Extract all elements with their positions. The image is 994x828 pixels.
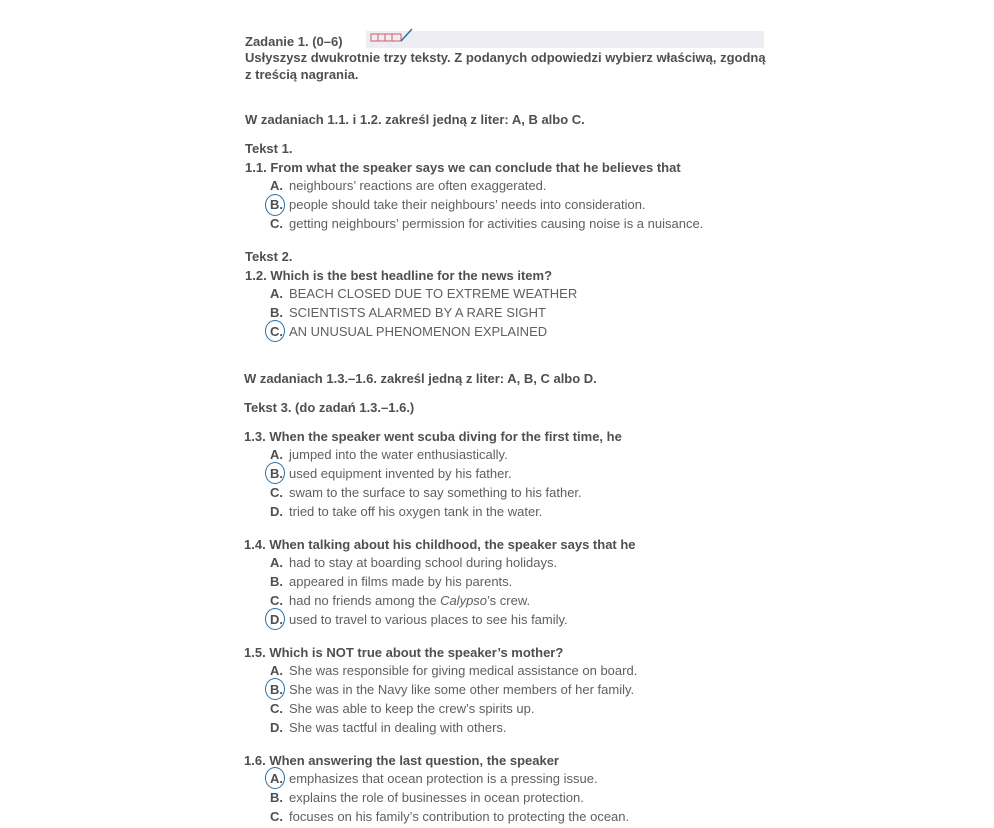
q15-option-b: She was in the Navy like some other members of her family. <box>289 682 635 697</box>
q11-option-b: people should take their neighbours’ needs into consideration. <box>289 197 646 212</box>
q13-option-d-letter: D. <box>270 504 283 519</box>
q15-option-a-letter: A. <box>270 663 283 678</box>
q16-option-a-letter: A. <box>270 771 283 786</box>
section-instruction-1: W zadaniach 1.1. i 1.2. zakreśl jedną z liter: A, B albo C. <box>245 112 585 127</box>
q13-number: 1.3. <box>244 429 266 444</box>
q13-option-b-letter: B. <box>270 466 283 481</box>
q16-option-b: explains the role of businesses in ocean protection. <box>289 790 584 805</box>
q16-question <box>244 753 559 768</box>
q12-answer-circle <box>265 320 285 342</box>
task-title: Zadanie 1. (0–6) <box>245 34 343 49</box>
tekst3-title: Tekst 3. (do zadań 1.3.–1.6.) <box>244 400 415 415</box>
q14-option-c <box>289 593 530 608</box>
pen-mark-icon <box>370 28 416 46</box>
q11-option-a: neighbours’ reactions are often exaggerated. <box>289 178 547 193</box>
q13-option-c-letter: C. <box>270 485 283 500</box>
q11-option-a-letter: A. <box>270 178 283 193</box>
q14-option-c-ship-name: Calypso <box>440 593 488 608</box>
q14-option-b-letter: B. <box>270 574 283 589</box>
instruction-line-2: z treścią nagrania. <box>245 67 359 82</box>
q11-option-c-letter: C. <box>270 216 283 231</box>
q15-option-d-letter: D. <box>270 720 283 735</box>
q14-number: 1.4. <box>244 537 266 552</box>
q11-option-c: getting neighbours’ permission for activities causing noise is a nuisance. <box>289 216 704 231</box>
q16-option-c: focuses on his family’s contribution to protecting the ocean. <box>289 809 630 824</box>
q15-answer-circle <box>265 678 285 700</box>
instruction-line-1: Usłyszysz dwukrotnie trzy teksty. Z podanych odpowiedzi wybierz właściwą, zgodną <box>245 50 766 65</box>
q14-option-c-letter: C. <box>270 593 283 608</box>
q14-option-c-post: ’s crew. <box>487 593 531 608</box>
q13-option-c: swam to the surface to say something to his father. <box>289 485 582 500</box>
q11-number: 1.1. <box>245 160 267 175</box>
q11-option-b-letter: B. <box>270 197 283 212</box>
q15-option-c-letter: C. <box>270 701 283 716</box>
q14-option-d: used to travel to various places to see his family. <box>289 612 568 627</box>
q16-text: When answering the last question, the speaker <box>269 753 559 768</box>
q13-option-a: jumped into the water enthusiastically. <box>289 447 508 462</box>
q16-option-a: emphasizes that ocean protection is a pressing issue. <box>289 771 598 786</box>
q12-option-c-letter: C. <box>270 324 283 339</box>
q14-option-a: had to stay at boarding school during holidays. <box>289 555 558 570</box>
q12-option-b: SCIENTISTS ALARMED BY A RARE SIGHT <box>289 305 546 320</box>
q12-text: Which is the best headline for the news item? <box>270 268 553 283</box>
tekst1-title: Tekst 1. <box>245 141 293 156</box>
q11-question <box>245 160 681 175</box>
q14-answer-circle <box>265 608 285 630</box>
q15-option-d: She was tactful in dealing with others. <box>289 720 507 735</box>
q15-option-a: She was responsible for giving medical assistance on board. <box>289 663 638 678</box>
q11-answer-circle <box>265 194 285 216</box>
q12-option-c: AN UNUSUAL PHENOMENON EXPLAINED <box>289 324 548 339</box>
q13-option-d: tried to take off his oxygen tank in the water. <box>289 504 543 519</box>
q15-text: Which is NOT true about the speaker’s mother? <box>269 645 564 660</box>
q14-option-a-letter: A. <box>270 555 283 570</box>
q14-option-c-pre: had no friends among the <box>289 593 441 608</box>
q12-question <box>245 268 552 283</box>
q14-option-d-letter: D. <box>270 612 283 627</box>
q15-question <box>244 645 563 660</box>
section-instruction-2: W zadaniach 1.3.–1.6. zakreśl jedną z liter: A, B, C albo D. <box>244 371 597 386</box>
q12-number: 1.2. <box>245 268 267 283</box>
q15-option-b-letter: B. <box>270 682 283 697</box>
q15-option-c: She was able to keep the crew’s spirits up. <box>289 701 535 716</box>
q13-question <box>244 429 622 444</box>
q14-option-b: appeared in films made by his parents. <box>289 574 513 589</box>
q12-option-a: BEACH CLOSED DUE TO EXTREME WEATHER <box>289 286 578 301</box>
q12-option-a-letter: A. <box>270 286 283 301</box>
q13-text: When the speaker went scuba diving for the first time, he <box>269 429 622 444</box>
q15-number: 1.5. <box>244 645 266 660</box>
q13-answer-circle <box>265 462 285 484</box>
header-highlight <box>366 31 764 48</box>
q13-option-a-letter: A. <box>270 447 283 462</box>
q11-text: From what the speaker says we can conclude that he believes that <box>270 160 681 175</box>
q16-option-b-letter: B. <box>270 790 283 805</box>
q14-text: When talking about his childhood, the speaker says that he <box>269 537 636 552</box>
q16-number: 1.6. <box>244 753 266 768</box>
q16-answer-circle <box>265 767 285 789</box>
q14-question <box>244 537 636 552</box>
q13-option-b: used equipment invented by his father. <box>289 466 512 481</box>
tekst2-title: Tekst 2. <box>245 249 293 264</box>
q12-option-b-letter: B. <box>270 305 283 320</box>
q16-option-c-letter: C. <box>270 809 283 824</box>
